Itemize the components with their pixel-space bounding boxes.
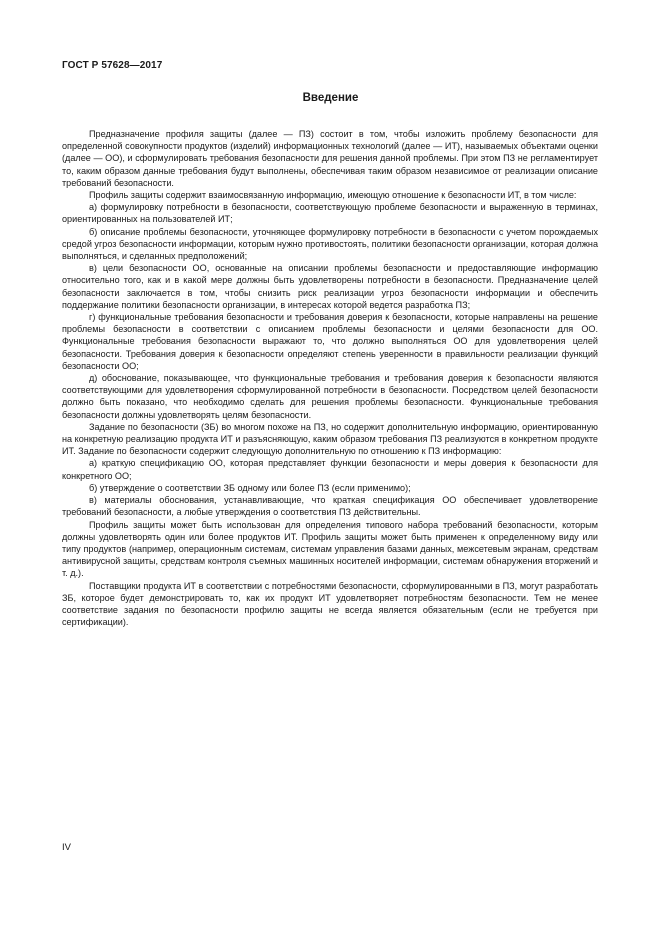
list-item: а) краткую спецификацию ОО, которая представляет функции безопасности и меры доверия к безопасности для конкретного ОО; <box>62 458 598 481</box>
paragraph: Профиль защиты содержит взаимосвязанную информацию, имеющую отношение к безопасности ИТ, в том числе: <box>89 190 577 201</box>
paragraph: Профиль защиты может быть использован для определения типового набора требований безопасности, которым должны удовлетворять один или более продуктов ИТ. Профиль защиты может быть применен к определенному виду или типу продуктов (например, операционным системам, системам управления базами данных, межсетевым экранам, средствам антивирусной защиты, средствам контроля съемных машинных носителей информации, системам обнаружения вторжений и т. д.). <box>62 519 598 579</box>
list-item: в) цели безопасности ОО, основанные на описании проблемы безопасности и предоставляющие информацию относительно того, как и в какой мере должны быть удовлетворены потребности в безопасности. Предназначение целей безопасности заключается в том, чтобы снизить риск реализации угроз безопасности информации и обеспечить поддержание политики безопасности организации, в интересах которой ведется разработка ПЗ; <box>62 263 598 310</box>
list-item: в) материалы обоснования, устанавливающие, что краткая спецификация ОО обеспечивает удовлетворение требований безопасности, а любые утверждения о соответствия ПЗ действительны. <box>62 495 598 518</box>
paragraph: Поставщики продукта ИТ в соответствии с потребностями безопасности, сформулированными в ПЗ, могут разработать ЗБ, которое будет демонстрировать то, как их продукт ИТ удовлетворяет потребностям безопасности. Тем не менее соответствие задания по безопасности профилю защиты не всегда является обязательным (если не требуется при сертификации). <box>62 580 598 628</box>
page-number: IV <box>62 842 71 853</box>
standard-designation: ГОСТ Р 57628—2017 <box>62 60 163 71</box>
list-item: г) функциональные требования безопасности и требования доверия к безопасности, которые направлены на решение проблемы безопасности в соответствии с описанием проблемы безопасности и целями безопасности для ОО. Функциональные требования безопасности выражают то, что должно выполняться ОО для удовлетворения целей безопасности. Требования доверия к безопасности определяют степень уверенности в правильности реализации функций безопасности ОО; <box>62 312 598 371</box>
list-item: б) утверждение о соответствии ЗБ одному или более ПЗ (если применимо); <box>89 482 411 493</box>
section-title: Введение <box>302 92 359 104</box>
list-item: а) формулировку потребности в безопасности, соответствующую проблеме безопасности и выраженную в терминах, ориентированных на пользователей ИТ; <box>62 202 598 225</box>
paragraph: Задание по безопасности (ЗБ) во многом похоже на ПЗ, но содержит дополнительную информацию, ориентированную на конкретную реализацию продукта ИТ и разъясняющую, каким образом требования ПЗ реализуются в конкретном продукте ИТ. Задание по безопасности содержит следующую дополнительную по отношению к ПЗ информацию: <box>62 421 598 457</box>
list-item: д) обоснование, показывающее, что функциональные требования и требования доверия к безопасности являются соответствующими для удовлетворения сформулированной потребности в безопасности. Посредством целей безопасности должно быть показано, что необходимо сделать для решения проблемы безопасности. Функциональные требования безопасности должны удовлетворять целям безопасности. <box>62 373 598 420</box>
paragraph: Предназначение профиля защиты (далее — ПЗ) состоит в том, чтобы изложить проблему безопасности для определенной совокупности продуктов (изделий) информационных технологий (далее — ИТ), называемых объектами оценки (далее — ОО), и сформулировать требования безопасности для решения данной проблемы. При этом ПЗ не регламентирует то, каким образом данные требования будут выполнены, обеспечивая таким образом независимое от реализации описание требований безопасности. <box>62 129 598 188</box>
list-item: б) описание проблемы безопасности, уточняющее формулировку потребности в безопасности с учетом порождаемых средой угроз безопасности информации, которым нужно противостоять, политики безопасности организации, которая должна выполняться, и сделанных предположений; <box>62 226 598 262</box>
body-text <box>62 128 598 628</box>
